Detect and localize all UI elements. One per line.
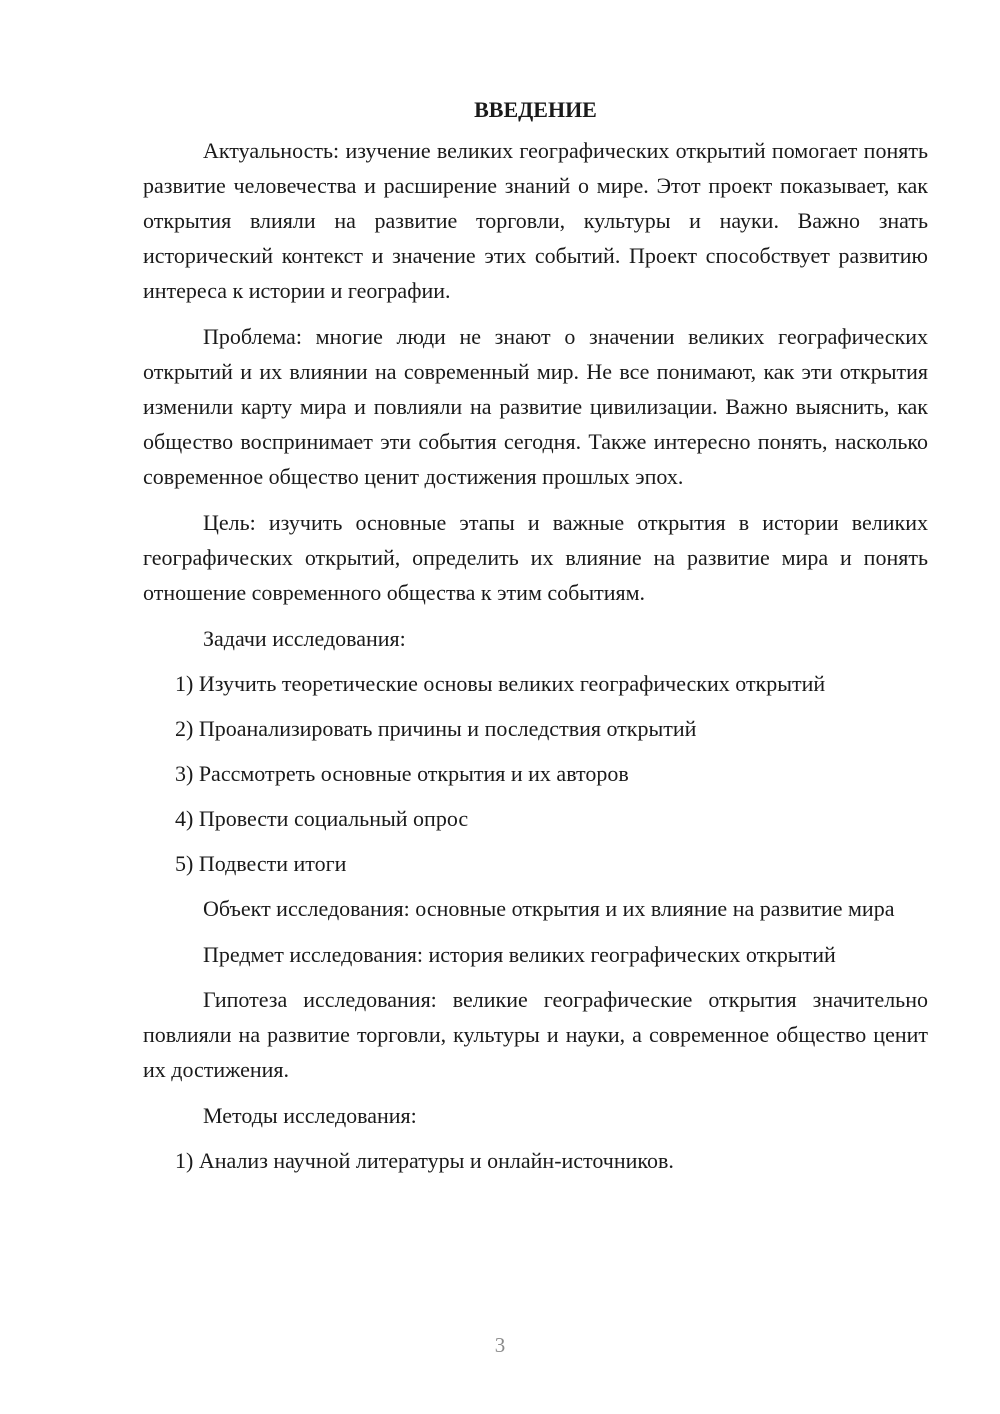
task-item: 3) Рассмотреть основные открытия и их авторов: [175, 761, 629, 786]
task-item: 4) Провести социальный опрос: [175, 806, 469, 831]
actuality-paragraph: Актуальность: изучение великих географических открытий помогает понять развитие человечества и расширение знаний о мире. Этот проект показывает, как открытия влияли на развитие торговли, культуры и науки. Важно знать исторический контекст и значение этих событий. Проект способствует развитию интереса к истории и географии.: [143, 138, 928, 303]
section-title: ВВЕДЕНИЕ: [474, 97, 597, 122]
hypothesis-paragraph: Гипотеза исследования: великие географические открытия значительно повлияли на развитие торговли, культуры и науки, а современное общество ценит их достижения.: [143, 987, 928, 1082]
document-page: [143, 92, 928, 1188]
task-item: 2) Проанализировать причины и последствия открытий: [175, 716, 697, 741]
page-number: 3: [494, 1333, 506, 1357]
task-item: 5) Подвести итоги: [175, 851, 347, 876]
task-item: 1) Изучить теоретические основы великих географических открытий: [175, 671, 826, 696]
object-paragraph: Объект исследования: основные открытия и их влияние на развитие мира: [203, 896, 895, 921]
methods-heading: Методы исследования:: [203, 1103, 417, 1128]
problem-paragraph: Проблема: многие люди не знают о значении великих географических открытий и их влиянии на современный мир. Не все понимают, как эти открытия изменили карту мира и повлияли на развитие цивилизации. Важно выяснить, как общество воспринимает эти события сегодня. Также интересно понять, насколько современное общество ценит достижения прошлых эпох.: [143, 324, 928, 489]
subject-paragraph: Предмет исследования: история великих географических открытий: [203, 942, 836, 967]
goal-paragraph: Цель: изучить основные этапы и важные открытия в истории великих географических открытий, определить их влияние на развитие мира и понять отношение современного общества к этим событиям.: [143, 510, 928, 605]
method-item: 1) Анализ научной литературы и онлайн-источников.: [175, 1148, 674, 1173]
tasks-heading: Задачи исследования:: [203, 626, 406, 651]
